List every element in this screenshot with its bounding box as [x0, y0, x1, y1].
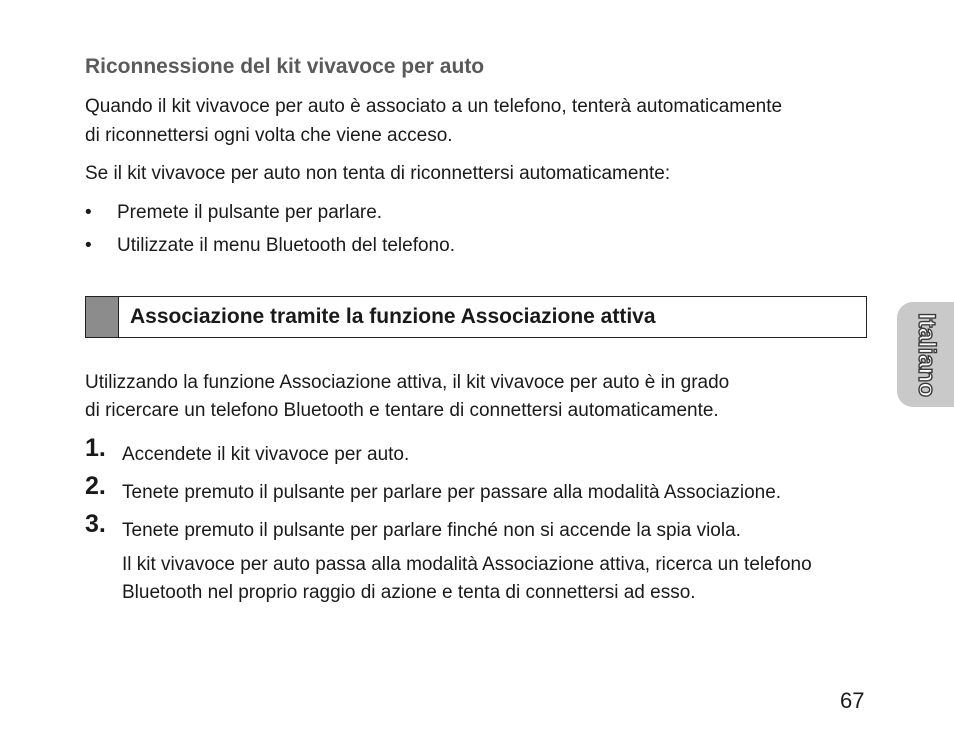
section-header-box — [85, 296, 867, 338]
bullet-text: Utilizzate il menu Bluetooth del telefono. — [117, 235, 455, 256]
step-text: Tenete premuto il pulsante per parlare finché non si accende la spia viola. — [122, 520, 741, 541]
step-number: 3. — [85, 510, 106, 538]
section-intro-line-1: Utilizzando la funzione Associazione attiva, il kit vivavoce per auto è in grado — [85, 372, 730, 393]
step-3-note-line-1: Il kit vivavoce per auto passa alla modalità Associazione attiva, ricerca un telefono — [122, 554, 812, 575]
reconnection-paragraph-line-1: Quando il kit vivavoce per auto è associato a un telefono, tenterà automaticamente — [85, 96, 783, 117]
page-number: 67 — [840, 688, 865, 713]
step-number: 2. — [85, 472, 106, 500]
section-title: Associazione tramite la funzione Associazione attiva — [130, 305, 656, 328]
reconnection-condition-paragraph: Se il kit vivavoce per auto non tenta di riconnettersi automaticamente: — [85, 163, 671, 184]
language-tab-label: Italiano — [912, 312, 940, 397]
step-number: 1. — [85, 434, 106, 462]
reconnection-heading: Riconnessione del kit vivavoce per auto — [85, 55, 485, 78]
reconnection-paragraph-line-2: di riconnettersi ogni volta che viene acceso. — [85, 125, 453, 146]
step-text: Tenete premuto il pulsante per parlare per passare alla modalità Associazione. — [122, 482, 782, 503]
bullet-marker: • — [85, 202, 92, 223]
language-side-tab — [897, 302, 954, 407]
bullet-text: Premete il pulsante per parlare. — [117, 202, 383, 223]
bullet-marker: • — [85, 235, 92, 256]
section-intro-line-2: di ricercare un telefono Bluetooth e tentare di connettersi automaticamente. — [85, 400, 719, 421]
step-3-note-line-2: Bluetooth nel proprio raggio di azione e tenta di connettersi ad esso. — [122, 582, 696, 603]
section-marker — [86, 297, 119, 337]
step-text: Accendete il kit vivavoce per auto. — [122, 444, 410, 465]
